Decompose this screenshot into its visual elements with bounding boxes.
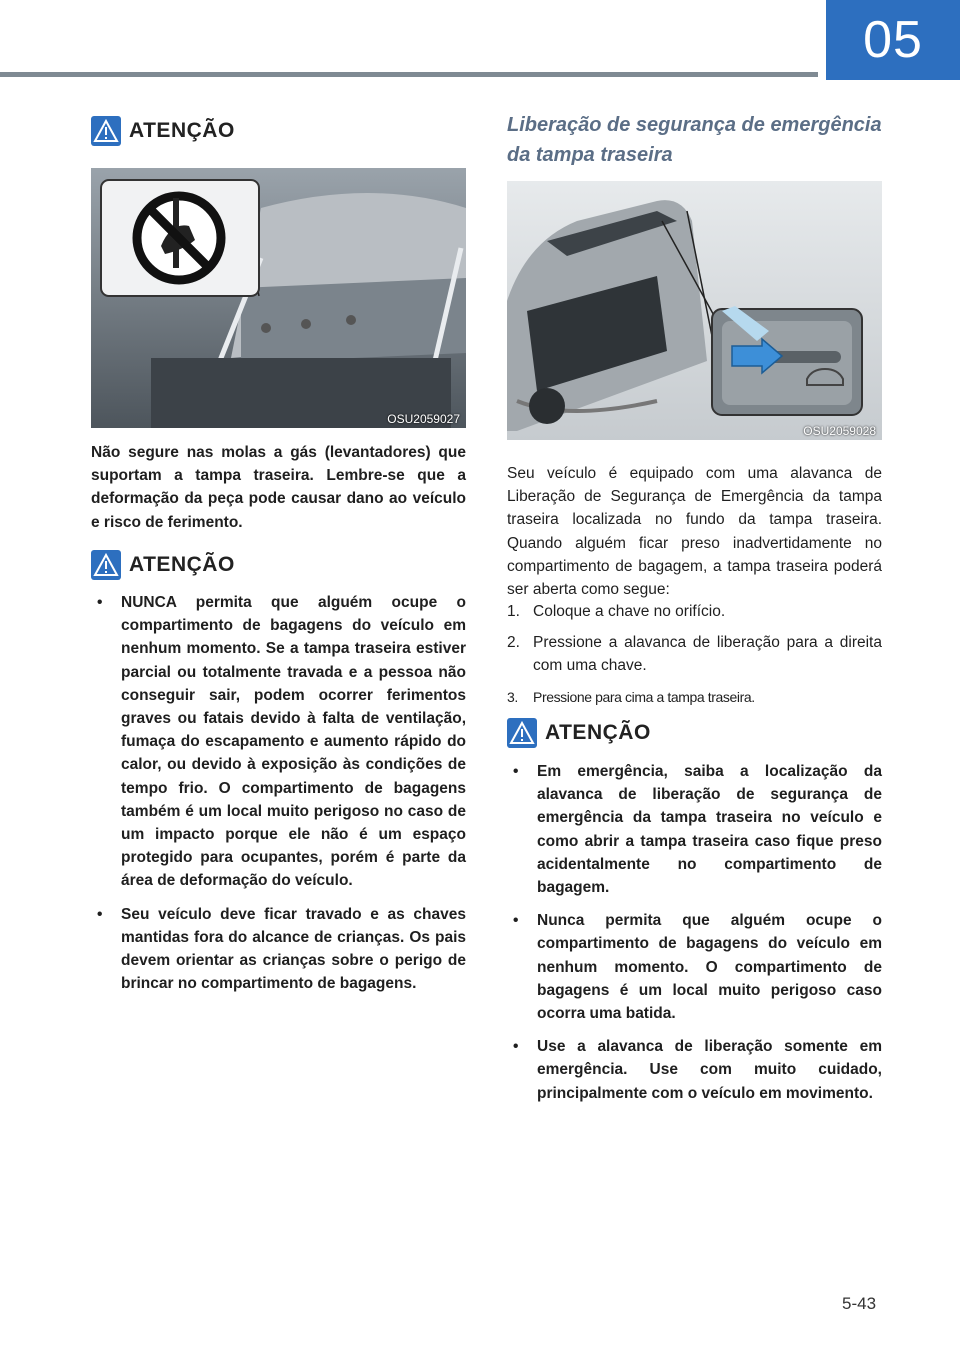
figure-code: OSU2059028 (803, 424, 876, 438)
chapter-number: 05 (826, 0, 960, 80)
list-item (507, 631, 882, 677)
list-item: • Seu veículo deve ficar travado e as chaves mantidas fora do alcance de crianças. Os pais devem orientar as crianças sobre o perigo de brincar no compartimento de bagagens. (91, 903, 466, 996)
list-item: • NUNCA permita que alguém ocupe o compartimento de bagagens do veículo em nenhum momento. Se a tampa traseira estiver parcial ou totalmente travada e a pessoa não conseguir sair, podem ocorrer ferimentos graves ou fatais devido à falta de ventilação, fumaça do escapamento e aumento rápido do calor, ou devido à exposição às condições de tempo frio. O compartimento de bagagens também é um local muito perigoso no caso de um impacto porque ele não é um espaço protegido para ocupantes, porém é parte da área de deformação do veículo. (91, 591, 466, 893)
steps-list (507, 600, 882, 717)
figure-gas-lifters (91, 168, 466, 428)
warning-1-text: Não segure nas molas a gás (levantadores) que suportam a tampa traseira. Lembre-se que a deformação da peça pode causar dano ao veículo e risco de ferimento. (91, 444, 466, 531)
step-number: 1. (507, 603, 520, 620)
list-item: • Em emergência, saiba a localização da alavanca de liberação de segurança de emergência da tampa traseira no veículo e como abrir a tampa traseira caso fique preso acidentalmente no compartimento de bagagem. (507, 760, 882, 899)
figure-code: OSU2059027 (387, 412, 460, 426)
warning-3-list (507, 760, 882, 1115)
warning-heading-3 (507, 718, 651, 748)
list-item (507, 686, 882, 709)
warning-triangle-icon (91, 550, 121, 580)
step-number: 3. (507, 688, 518, 705)
warning-title: ATENÇÃO (545, 721, 651, 744)
warning-title: ATENÇÃO (129, 553, 235, 576)
figure-emergency-release (507, 181, 882, 440)
step-number: 2. (507, 634, 520, 652)
step-text: Coloque a chave no orifício. (533, 603, 726, 620)
step-text: Pressione a alavanca de liberação para a direita com uma chave. (533, 634, 882, 675)
step-text: Pressione para cima a tampa traseira. (533, 688, 755, 705)
section-title: Liberação de segurança de emergência da tampa traseira (507, 114, 882, 166)
page-number: 5-43 (842, 1294, 877, 1313)
warning-title: ATENÇÃO (129, 119, 235, 142)
warning-heading-2 (91, 550, 235, 580)
warning-2-list (91, 591, 466, 1005)
intro-text: Seu veículo é equipado com uma alavanca de Liberação de Segurança de Emergência da tampa traseira localizada no fundo da tampa traseira. Quando alguém ficar preso inadvertidamente no compartimento de bagagem, a tampa traseira poderá ser aberta como segue: (507, 465, 882, 599)
tailgate-photo (91, 168, 466, 428)
warning-triangle-icon (507, 718, 537, 748)
list-item: • Use a alavanca de liberação somente em emergência. Use com muito cuidado, principalmente com o veículo em movimento. (507, 1035, 882, 1105)
list-item: • Nunca permita que alguém ocupe o compartimento de bagagens do veículo em nenhum momento. O compartimento de bagagens é um local muito perigoso caso ocorra uma batida. (507, 909, 882, 1025)
no-hand-prohibition-icon (137, 196, 221, 280)
header-rule (0, 72, 818, 77)
release-lever-photo (507, 181, 882, 440)
list-item (507, 600, 882, 623)
warning-triangle-icon (91, 116, 121, 146)
warning-heading-1 (91, 116, 235, 146)
